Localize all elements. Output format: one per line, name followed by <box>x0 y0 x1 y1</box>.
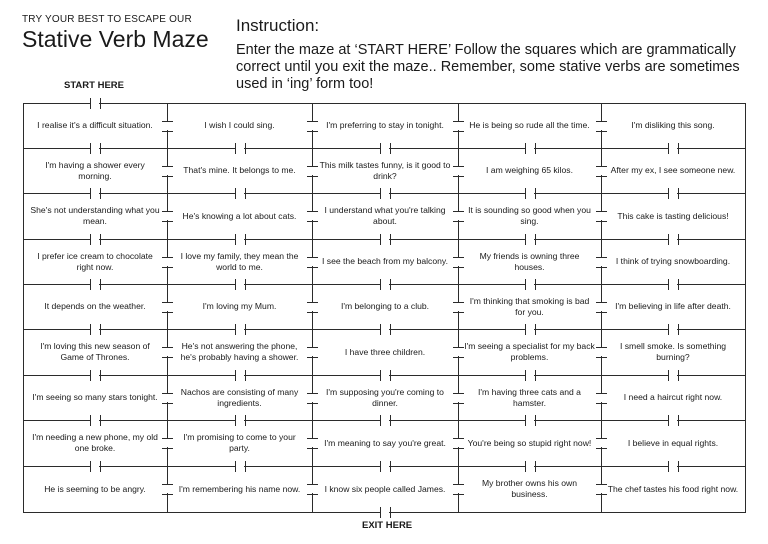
maze-door-tick <box>162 448 173 449</box>
maze-door-tick <box>453 121 464 122</box>
maze-door-horizontal <box>91 102 99 105</box>
maze-door-tick <box>162 393 173 394</box>
maze-door-tick <box>453 438 464 439</box>
maze-door-tick <box>380 188 381 199</box>
maze-cell[interactable]: I'm seeing so many stars tonight. <box>32 392 158 402</box>
maze-door-tick <box>453 484 464 485</box>
maze-door-tick <box>678 415 679 426</box>
maze-wall-vertical <box>23 103 24 513</box>
maze-door-horizontal <box>526 192 534 195</box>
maze-door-tick <box>380 370 381 381</box>
maze-door-horizontal <box>381 374 389 377</box>
maze-door-tick <box>525 279 526 290</box>
maze-door-horizontal <box>381 192 389 195</box>
maze-door-tick <box>390 324 391 335</box>
maze-door-horizontal <box>91 192 99 195</box>
maze-door-tick <box>390 370 391 381</box>
maze-door-tick <box>453 347 464 348</box>
maze-door-tick <box>535 143 536 154</box>
maze-door-tick <box>596 166 607 167</box>
page-title: Stative Verb Maze <box>22 26 209 52</box>
maze-door-tick <box>453 257 464 258</box>
maze-door-tick <box>596 347 607 348</box>
maze-door-tick <box>453 357 464 358</box>
maze-door-horizontal <box>526 147 534 150</box>
maze-door-vertical <box>166 439 169 447</box>
maze-door-vertical <box>311 439 314 447</box>
maze-door-tick <box>668 461 669 472</box>
maze-door-tick <box>596 403 607 404</box>
maze-door-tick <box>90 279 91 290</box>
maze-door-horizontal <box>526 374 534 377</box>
maze-door-tick <box>380 507 381 518</box>
maze-door-tick <box>453 494 464 495</box>
maze-door-tick <box>307 484 318 485</box>
maze-door-tick <box>535 188 536 199</box>
maze-door-horizontal <box>236 283 244 286</box>
maze-door-vertical <box>311 303 314 311</box>
maze-cell[interactable]: Nachos are consisting of many ingredients. <box>180 386 299 408</box>
maze-door-tick <box>453 166 464 167</box>
maze-door-tick <box>245 234 246 245</box>
maze-door-horizontal <box>91 328 99 331</box>
maze-door-tick <box>307 357 318 358</box>
maze-door-tick <box>380 143 381 154</box>
maze-door-horizontal <box>91 419 99 422</box>
maze-door-vertical <box>600 122 603 130</box>
maze-door-vertical <box>166 485 169 493</box>
maze-door-tick <box>162 484 173 485</box>
maze-door-tick <box>100 234 101 245</box>
maze-cell[interactable]: He is seeming to be angry. <box>44 483 146 494</box>
maze-door-horizontal <box>236 147 244 150</box>
maze-door-tick <box>235 415 236 426</box>
maze-cell[interactable]: I'm seeing a specialist for my back problems. <box>464 341 595 362</box>
maze-door-tick <box>525 370 526 381</box>
maze-door-horizontal <box>381 328 389 331</box>
maze-door-tick <box>307 438 318 439</box>
maze-door-tick <box>596 221 607 222</box>
maze-door-vertical <box>457 303 460 311</box>
maze-door-horizontal <box>669 374 677 377</box>
maze-cell[interactable]: She's not understanding what you mean. <box>30 205 160 226</box>
maze-door-tick <box>525 324 526 335</box>
maze-door-vertical <box>166 122 169 130</box>
maze-cell[interactable]: This cake is tasting delicious! <box>617 210 729 221</box>
maze-cell[interactable]: I'm remembering his name now. <box>178 483 301 494</box>
maze-door-tick <box>235 370 236 381</box>
maze-door-tick <box>245 370 246 381</box>
maze-door-tick <box>390 234 391 245</box>
maze-door-tick <box>100 143 101 154</box>
maze-door-vertical <box>166 303 169 311</box>
maze-door-tick <box>162 302 173 303</box>
maze-door-tick <box>678 143 679 154</box>
maze-door-vertical <box>311 212 314 220</box>
maze-door-tick <box>390 415 391 426</box>
maze-door-tick <box>235 279 236 290</box>
maze-door-tick <box>678 324 679 335</box>
maze-door-tick <box>535 461 536 472</box>
maze-door-tick <box>245 324 246 335</box>
maze-door-tick <box>162 403 173 404</box>
maze-cell[interactable]: The chef tastes his food right now. <box>607 483 739 494</box>
maze-door-tick <box>307 267 318 268</box>
maze-door-horizontal <box>91 283 99 286</box>
maze-cell[interactable]: I'm meaning to say you're great. <box>324 437 446 448</box>
exit-label: EXIT HERE <box>362 520 413 531</box>
maze-door-vertical <box>311 485 314 493</box>
maze-door-tick <box>678 279 679 290</box>
maze-door-tick <box>307 166 318 167</box>
maze-door-tick <box>90 461 91 472</box>
maze-door-vertical <box>166 258 169 266</box>
maze-door-tick <box>596 393 607 394</box>
maze-door-tick <box>380 279 381 290</box>
maze-door-tick <box>678 188 679 199</box>
maze-cell[interactable]: He is being so rude all the time. <box>469 120 590 130</box>
maze-door-tick <box>162 438 173 439</box>
maze-door-vertical <box>600 303 603 311</box>
maze-door-tick <box>525 461 526 472</box>
maze-door-tick <box>162 257 173 258</box>
maze-door-tick <box>307 494 318 495</box>
maze-door-tick <box>90 415 91 426</box>
maze-door-tick <box>380 415 381 426</box>
maze-door-tick <box>307 131 318 132</box>
maze-door-tick <box>596 448 607 449</box>
instruction-block <box>236 16 756 93</box>
maze-door-vertical <box>166 167 169 175</box>
maze-door-tick <box>380 461 381 472</box>
maze-cell[interactable]: I see the beach from my balcony. <box>322 256 448 266</box>
maze-door-horizontal <box>381 147 389 150</box>
maze-door-vertical <box>311 258 314 266</box>
maze-door-tick <box>453 403 464 404</box>
maze-door-tick <box>525 415 526 426</box>
maze-door-horizontal <box>236 419 244 422</box>
maze-door-tick <box>100 324 101 335</box>
maze-door-tick <box>162 221 173 222</box>
maze-door-horizontal <box>236 465 244 468</box>
maze-door-tick <box>453 302 464 303</box>
maze-cell[interactable]: I am weighing 65 kilos. <box>486 165 573 175</box>
maze-door-horizontal <box>381 238 389 241</box>
maze-cell[interactable]: I'm preferring to stay in tonight. <box>326 120 444 130</box>
maze-door-tick <box>525 188 526 199</box>
maze-door-tick <box>380 324 381 335</box>
maze-door-tick <box>453 131 464 132</box>
maze-door-horizontal <box>381 283 389 286</box>
maze-door-vertical <box>311 167 314 175</box>
maze-door-tick <box>235 324 236 335</box>
maze-door-tick <box>235 234 236 245</box>
maze-door-horizontal <box>669 328 677 331</box>
maze-cell[interactable]: I love my family, they mean the world to me. <box>180 250 299 272</box>
maze-door-tick <box>307 176 318 177</box>
maze-door-tick <box>596 438 607 439</box>
maze-door-tick <box>668 279 669 290</box>
maze-door-vertical <box>600 348 603 356</box>
maze-door-horizontal <box>669 192 677 195</box>
header <box>22 14 209 53</box>
maze-door-vertical <box>311 348 314 356</box>
maze-door-tick <box>235 188 236 199</box>
maze-door-vertical <box>457 348 460 356</box>
maze-door-tick <box>525 143 526 154</box>
maze-door-tick <box>668 370 669 381</box>
maze-door-vertical <box>457 258 460 266</box>
maze-cell[interactable]: That's mine. It belongs to me. <box>183 165 296 175</box>
maze-cell[interactable]: It is sounding so good when you sing. <box>468 205 591 226</box>
maze-cell[interactable]: This milk tastes funny, is it good to drink? <box>319 159 451 181</box>
maze-door-tick <box>307 221 318 222</box>
maze-door-tick <box>307 312 318 313</box>
maze-cell[interactable]: I realise it's a difficult situation. <box>37 120 153 130</box>
maze-door-tick <box>668 234 669 245</box>
maze-door-tick <box>235 461 236 472</box>
maze-door-horizontal <box>526 465 534 468</box>
maze-door-tick <box>596 267 607 268</box>
maze-door-horizontal <box>526 238 534 241</box>
maze-door-tick <box>307 448 318 449</box>
maze-door-vertical <box>600 212 603 220</box>
maze-door-tick <box>90 234 91 245</box>
maze-door-tick <box>245 279 246 290</box>
maze-door-tick <box>453 267 464 268</box>
maze-door-tick <box>535 324 536 335</box>
maze-door-tick <box>90 143 91 154</box>
maze-door-tick <box>162 166 173 167</box>
maze-door-vertical <box>166 348 169 356</box>
maze-door-vertical <box>600 394 603 402</box>
maze-door-tick <box>307 393 318 394</box>
maze-door-tick <box>390 188 391 199</box>
maze-door-tick <box>596 302 607 303</box>
maze-cell[interactable]: I'm needing a new phone, my old one broke. <box>32 432 158 453</box>
maze-door-tick <box>453 393 464 394</box>
maze-door-tick <box>162 211 173 212</box>
maze-door-tick <box>668 324 669 335</box>
maze-door-vertical <box>457 485 460 493</box>
maze-door-tick <box>307 403 318 404</box>
maze-door-tick <box>596 176 607 177</box>
maze-cell[interactable]: I'm belonging to a club. <box>340 301 430 311</box>
maze-door-tick <box>307 347 318 348</box>
maze-door-horizontal <box>526 328 534 331</box>
maze-door-vertical <box>600 167 603 175</box>
maze-door-horizontal <box>526 283 534 286</box>
maze-door-tick <box>453 448 464 449</box>
maze-door-tick <box>596 131 607 132</box>
maze-door-tick <box>535 234 536 245</box>
maze-door-tick <box>390 279 391 290</box>
maze-door-tick <box>100 188 101 199</box>
maze-door-horizontal <box>381 465 389 468</box>
maze-door-tick <box>162 312 173 313</box>
maze-door-tick <box>668 143 669 154</box>
maze-door-horizontal <box>236 192 244 195</box>
maze-cell[interactable]: You're being so stupid right now! <box>467 437 592 448</box>
maze-door-tick <box>90 324 91 335</box>
maze-door-tick <box>596 484 607 485</box>
maze-door-horizontal <box>236 238 244 241</box>
maze-cell[interactable]: I'm disliking this song. <box>631 120 715 130</box>
maze-door-vertical <box>311 394 314 402</box>
maze-door-tick <box>535 370 536 381</box>
maze-cell[interactable]: I'm promising to come to your party. <box>183 432 296 453</box>
maze-door-tick <box>596 494 607 495</box>
maze-door-tick <box>162 267 173 268</box>
maze-door-horizontal <box>669 238 677 241</box>
maze-door-vertical <box>166 212 169 220</box>
maze-door-tick <box>100 370 101 381</box>
maze-door-tick <box>596 211 607 212</box>
maze-door-tick <box>245 188 246 199</box>
maze-door-tick <box>307 257 318 258</box>
maze-door-vertical <box>600 485 603 493</box>
maze-door-tick <box>235 143 236 154</box>
maze-door-tick <box>596 257 607 258</box>
maze-wall-vertical <box>745 103 746 513</box>
maze-door-tick <box>525 234 526 245</box>
maze-door-tick <box>380 234 381 245</box>
start-label: START HERE <box>64 80 124 91</box>
maze-door-tick <box>535 415 536 426</box>
maze-cell[interactable]: I believe in equal rights. <box>627 437 719 448</box>
maze-door-tick <box>100 98 101 109</box>
maze-door-horizontal <box>381 511 389 514</box>
maze-cell[interactable]: I'm having three cats and a hamster. <box>478 386 581 408</box>
maze-door-tick <box>245 461 246 472</box>
maze-cell[interactable]: I prefer ice cream to chocolate right now. <box>37 250 153 272</box>
maze-cell[interactable]: It depends on the weather. <box>44 301 146 311</box>
maze-door-vertical <box>457 122 460 130</box>
maze-door-tick <box>390 461 391 472</box>
maze-door-vertical <box>600 258 603 266</box>
maze-door-tick <box>162 176 173 177</box>
maze-door-tick <box>307 302 318 303</box>
maze-door-tick <box>162 131 173 132</box>
maze-cell[interactable]: I need a haircut right now. <box>623 392 723 402</box>
maze-cell[interactable]: I understand what you're talking about. <box>324 205 446 226</box>
maze-door-tick <box>678 461 679 472</box>
maze-door-tick <box>668 188 669 199</box>
maze-door-horizontal <box>91 374 99 377</box>
maze-door-horizontal <box>669 419 677 422</box>
maze-cell[interactable]: After my ex, I see someone new. <box>610 165 736 175</box>
maze-door-tick <box>90 188 91 199</box>
maze-door-tick <box>100 415 101 426</box>
maze-door-tick <box>162 494 173 495</box>
maze-cell[interactable]: I'm loving this new season of Game of Thrones. <box>40 341 150 362</box>
maze-door-tick <box>245 415 246 426</box>
maze-door-horizontal <box>91 147 99 150</box>
maze-door-tick <box>596 121 607 122</box>
maze-cell[interactable]: I'm supposing you're coming to dinner. <box>326 386 444 408</box>
maze-cell[interactable]: I'm having a shower every morning. <box>45 159 145 181</box>
maze-door-vertical <box>457 167 460 175</box>
maze-door-horizontal <box>669 283 677 286</box>
maze-door-tick <box>90 370 91 381</box>
maze-door-tick <box>678 234 679 245</box>
maze-cell[interactable]: My friends is owning three houses. <box>479 250 580 272</box>
maze-door-tick <box>535 279 536 290</box>
maze-door-tick <box>596 312 607 313</box>
maze-door-horizontal <box>526 419 534 422</box>
maze-door-tick <box>453 176 464 177</box>
maze-door-tick <box>307 121 318 122</box>
header-kicker: TRY YOUR BEST TO ESCAPE OUR <box>22 14 192 25</box>
maze-door-tick <box>162 357 173 358</box>
maze-cell[interactable]: I wish I could sing. <box>204 120 275 130</box>
maze-door-horizontal <box>91 238 99 241</box>
maze-door-horizontal <box>236 328 244 331</box>
maze-door-horizontal <box>669 465 677 468</box>
maze-door-tick <box>307 211 318 212</box>
maze-cell[interactable]: He's knowing a lot about cats. <box>182 210 297 221</box>
maze-grid <box>23 103 745 512</box>
maze-cell[interactable]: He's not answering the phone, he's probably having a shower. <box>180 341 299 362</box>
maze-door-tick <box>668 415 669 426</box>
maze-cell[interactable]: My brother owns his own business. <box>481 478 578 499</box>
maze-door-vertical <box>311 122 314 130</box>
maze-door-tick <box>390 507 391 518</box>
maze-door-tick <box>162 121 173 122</box>
maze-cell[interactable]: I'm thinking that smoking is bad for you. <box>469 295 590 317</box>
maze-cell[interactable]: I'm believing in life after death. <box>615 301 731 311</box>
maze-door-vertical <box>166 394 169 402</box>
maze-door-tick <box>100 279 101 290</box>
maze-door-tick <box>678 370 679 381</box>
instruction-text: Enter the maze at ‘START HERE’ Follow the squares which are grammatically correct until you exit the maze.. Remember, some stative verbs are sometimes used in ‘ing’ form too! <box>236 42 740 92</box>
maze-door-tick <box>453 312 464 313</box>
maze-door-vertical <box>457 394 460 402</box>
maze-door-tick <box>453 211 464 212</box>
maze-door-horizontal <box>91 465 99 468</box>
maze-door-tick <box>596 357 607 358</box>
maze-door-horizontal <box>669 147 677 150</box>
maze-cell[interactable]: I know six people called James. <box>324 483 446 494</box>
maze-door-tick <box>453 221 464 222</box>
maze-door-vertical <box>457 212 460 220</box>
maze-cell[interactable]: I smell smoke. Is something burning? <box>619 341 727 362</box>
maze-cell[interactable]: I think of trying snowboarding. <box>615 256 731 266</box>
maze-door-tick <box>390 143 391 154</box>
instruction-title: Instruction: <box>236 16 320 35</box>
maze-door-vertical <box>600 439 603 447</box>
maze-door-tick <box>245 143 246 154</box>
maze-door-horizontal <box>236 374 244 377</box>
maze-door-horizontal <box>381 419 389 422</box>
maze-door-tick <box>90 98 91 109</box>
maze-wall-horizontal <box>23 103 745 104</box>
maze-door-tick <box>162 347 173 348</box>
maze-door-tick <box>100 461 101 472</box>
maze-cell[interactable]: I'm loving my Mum. <box>202 301 277 311</box>
maze-door-vertical <box>457 439 460 447</box>
maze-cell[interactable]: I have three children. <box>344 346 426 357</box>
